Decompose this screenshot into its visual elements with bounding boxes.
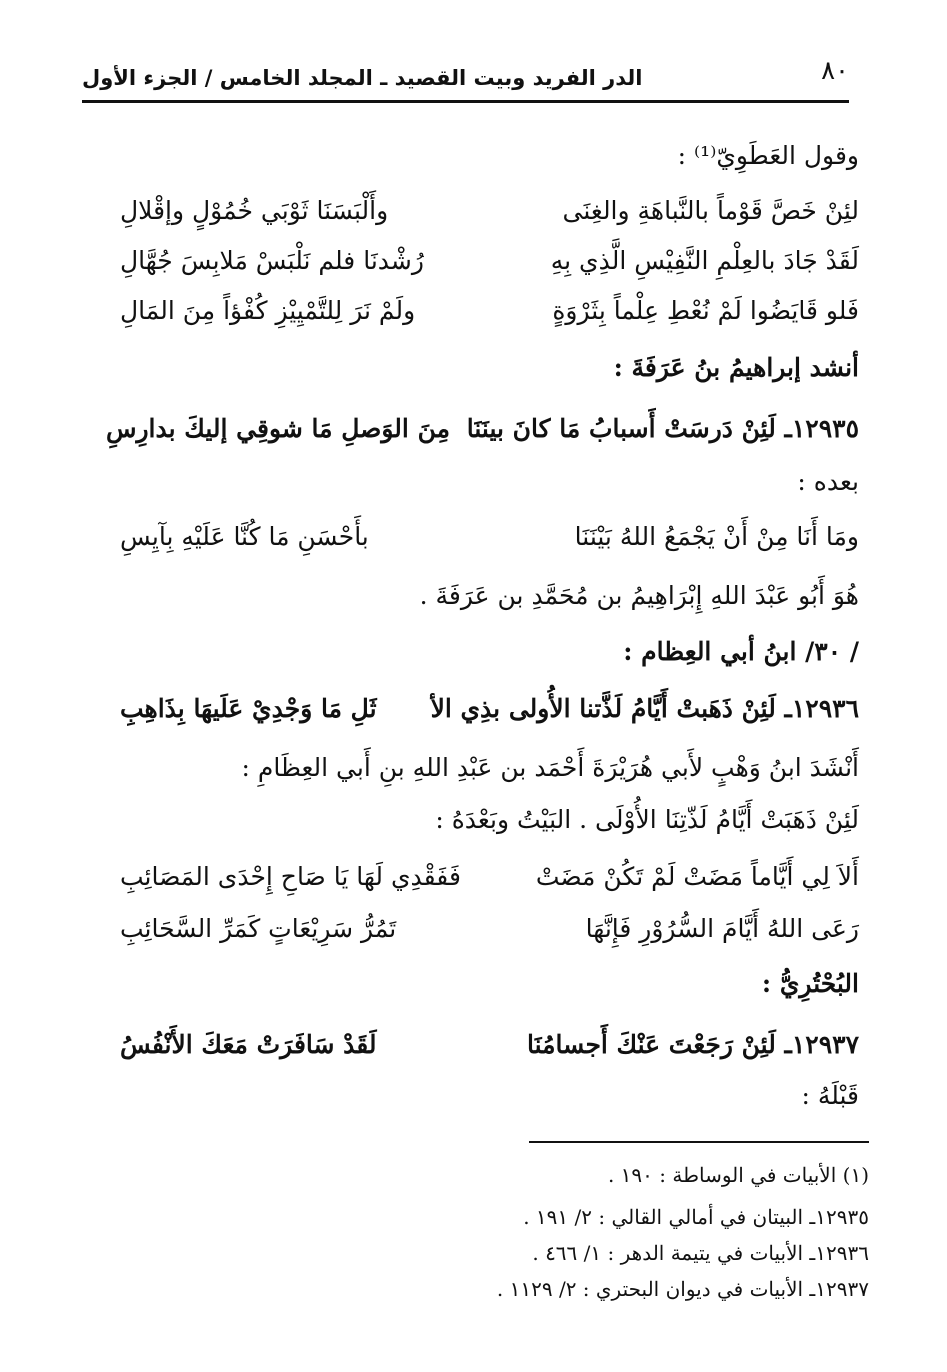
- verse-row: [80, 862, 859, 902]
- quoted-line: لَئِنْ ذَهَبَتْ أَيَّامُ لَذّتِنَا الأُوْلَى . البَيْتُ وبَعْدَهُ :: [435, 805, 859, 834]
- header-rule: [82, 100, 849, 103]
- verse-first-hemistich: ١٢٩٣٧ـ لَئِنْ رَجَعْتَ عَنْكَ أَجسامُنَا: [526, 1030, 859, 1059]
- footnote: (١) الأبيات في الوساطة : ١٩٠ .: [607, 1163, 869, 1187]
- section-heading: / ٣٠/ ابنُ أبي العِظام :: [623, 637, 859, 666]
- verse-second-hemistich: ثَلِ مَا وَجْدِيْ عَلَيهَا بِذَاهِبِ: [120, 694, 377, 723]
- verse-second-hemistich: مِنَ الوَصلِ مَا شوقِي إليكَ بدارِسِ: [105, 414, 450, 443]
- verse-second-hemistich: رُشْدنَا فلم نَلْبَسْ مَلابِسَ جُهَّالِ: [120, 246, 424, 275]
- verse-second-hemistich: وأَلْبَسَنَا ثَوْبَي خُمُوْلٍ وإقْلالِ: [120, 196, 389, 225]
- transmission-note: أَنْشَدَ ابنُ وَهْبٍ لأَبي هُرَيْرَةَ أَحْمَد بن عَبْدِ اللهِ بنِ أَبي العِظَامِ :: [241, 753, 859, 782]
- before-label: قَبْلَهُ :: [801, 1081, 859, 1110]
- numbered-verse-12936: [80, 694, 859, 734]
- page-header: [82, 56, 849, 96]
- verse-row: [80, 246, 859, 286]
- running-title: الدر الفريد وبيت القصيد ـ المجلد الخامس / الجزء الأول: [82, 66, 643, 90]
- biography-note: هُوَ أَبُو عَبْدَ اللهِ إِبْرَاهِيمُ بن مُحَمَّدِ بن عَرَفَةَ .: [419, 581, 859, 610]
- verse-second-hemistich: بأَحْسَنِ مَا كُنَّا عَلَيْهِ بِآيِسِ: [120, 522, 369, 551]
- verse-first-hemistich: ١٢٩٣٥ـ لَئِنْ دَرسَتْ أَسبابُ مَا كانَ بينَنَا: [466, 414, 859, 443]
- numbered-verse-12935: [80, 414, 859, 454]
- verse-first-hemistich: ومَا أَنَا مِنْ أَنْ يَجْمَعُ اللهُ بَيْنَنَا: [574, 522, 859, 551]
- page-number: ٨٠: [821, 56, 849, 86]
- verse-first-hemistich: أَلاَ لِي أَيَّاماً مَضَتْ لَمْ تَكُنْ مَضَتْ: [535, 862, 859, 891]
- verse-second-hemistich: فَفَقْدِي لَهَا يَا صَاحِ إِحْدَى المَصَائِبِ: [120, 862, 461, 891]
- verse-second-hemistich: لَقَدْ سَافَرَتْ مَعَكَ الأَنْفُسُ: [120, 1030, 377, 1059]
- verse-first-hemistich: فَلو قَايَضُوا لَمْ نُعْطِ عِلْماً بِثَرْوَةٍ: [552, 296, 859, 325]
- footnote: ١٢٩٣٥ـ البيتان في أمالي القالي : ٢/ ١٩١ .: [523, 1205, 869, 1229]
- footnote: ١٢٩٣٦ـ الأبيات في يتيمة الدهر : ١/ ٤٦٦ .: [532, 1241, 869, 1265]
- section-heading: البُحْتُرِيُّ :: [761, 969, 859, 998]
- numbered-verse-12937: [80, 1030, 859, 1070]
- verse-second-hemistich: ولَمْ نَرَ لِلتَّمْيِيْزِ كُفْؤاً مِنَ المَالِ: [120, 296, 416, 325]
- footnote-rule: [529, 1141, 869, 1143]
- section-heading: أنشد إبراهيمُ بنُ عَرَفَةَ :: [613, 353, 859, 382]
- intro-atawi: وقول العَطَوِيّ⁽¹⁾ :: [677, 141, 859, 170]
- verse-first-hemistich: لَقَدْ جَادَ بالعِلْمِ النَّفِيْسِ الَّذِي بِهِ: [550, 246, 859, 275]
- footnote: ١٢٩٣٧ـ الأبيات في ديوان البحتري : ٢/ ١١٢٩ .: [496, 1277, 869, 1301]
- verse-first-hemistich: ١٢٩٣٦ـ لَئِنْ ذَهَبتْ أَيَّامُ لَذَّتنا الأُولى بذِي الأ: [430, 694, 859, 723]
- verse-first-hemistich: لئِنْ خَصَّ قَوْماً بالنَّباهَةِ والغِنَى: [562, 196, 859, 225]
- verse-row: [80, 196, 859, 236]
- verse-row: [80, 522, 859, 562]
- after-label: بعده :: [797, 467, 859, 496]
- verse-first-hemistich: رَعَى اللهُ أَيَّامَ السُّرُوْرِ فَإِنَّهَا: [585, 914, 859, 943]
- verse-second-hemistich: تَمُرُّ سَرِيْعَاتٍ كَمَرِّ السَّحَائِبِ: [120, 914, 397, 943]
- verse-row: [80, 914, 859, 954]
- verse-row: [80, 296, 859, 336]
